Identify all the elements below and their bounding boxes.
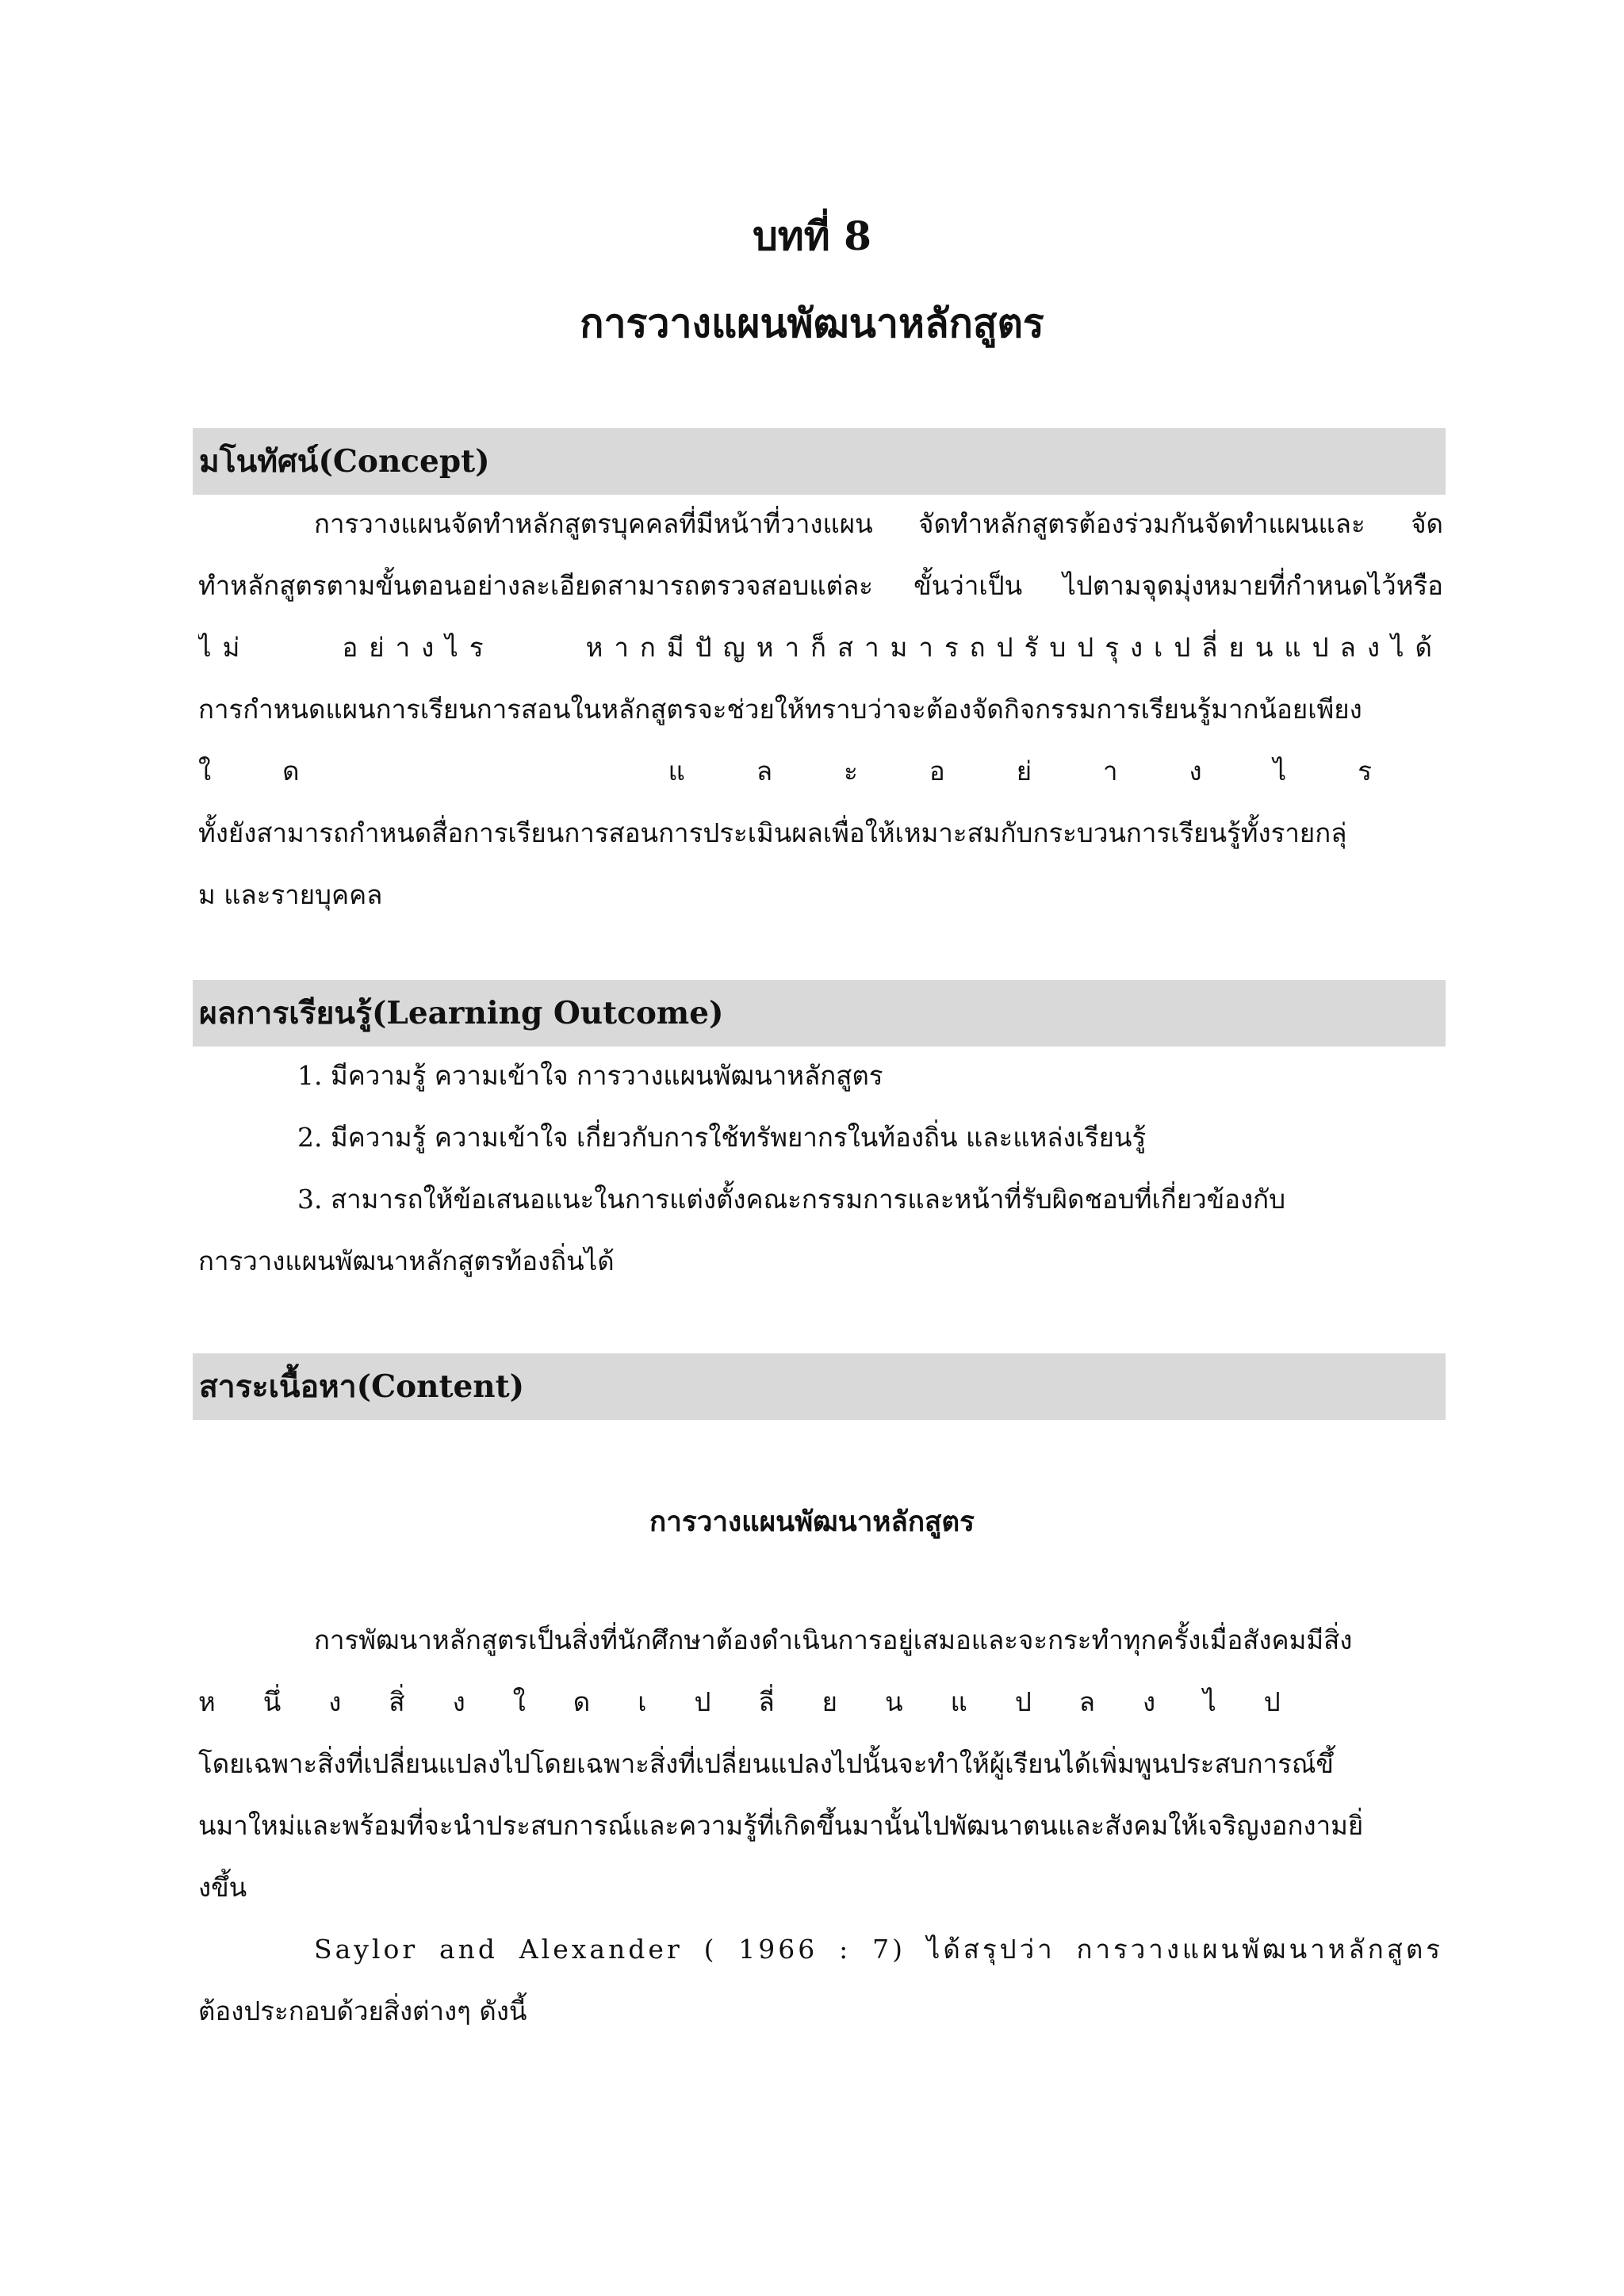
concept-line: ไม่ อย่างไร หากมีปัญหาก็สามารถปรับปรุงเปลี่ยนแปลงได้: [198, 632, 1443, 663]
content-line: นมาใหม่และพร้อมที่จะนำประสบการณ์และความรู้ที่เกิดขึ้นมานั้นไปพัฒนาตนและสังคมให้เจริญงอกงามยิ่: [198, 1810, 1364, 1841]
outcome-continuation: การวางแผนพัฒนาหลักสูตรท้องถิ่นได้: [198, 1246, 615, 1276]
chapter-number: บทที่ 8: [753, 212, 871, 259]
content-line: หนึ่งสิ่งใดเปลี่ยนแปลงไป: [198, 1686, 1328, 1717]
concept-paragraph: [198, 493, 1443, 926]
concept-line: ใด และอย่างไร: [198, 756, 1443, 786]
concept-line: การกำหนดแผนการเรียนการสอนในหลักสูตรจะช่วยให้ทราบว่าจะต้องจัดกิจกรรมการเรียนรู้มากน้อยเพียง: [198, 694, 1362, 725]
section-title-content: สาระเนื้อหา(Content): [199, 1368, 525, 1405]
content-line: ต้องประกอบด้วยสิ่งต่างๆ ดังนี้: [198, 1996, 527, 2026]
section-title-outcome: ผลการเรียนรู้(Learning Outcome): [199, 995, 724, 1031]
content-line: Saylor and Alexander ( 1966 : 7) ได้สรุปว่า การวางแผนพัฒนาหลักสูตร: [314, 1934, 1443, 1965]
section-title-concept: มโนทัศน์(Concept): [199, 443, 490, 480]
content-subheading: การวางแผนพัฒนาหลักสูตร: [649, 1506, 975, 1538]
concept-line: การวางแผนจัดทำหลักสูตรบุคคลที่มีหน้าที่วางแผน จัดทำหลักสูตรต้องร่วมกันจัดทำแผนและ จัด: [314, 508, 1443, 539]
content-line: งขึ้น: [198, 1872, 247, 1903]
outcome-item: 1. มีความรู้ ความเข้าใจ การวางแผนพัฒนาหลักสูตร: [297, 1060, 883, 1091]
content-line: โดยเฉพาะสิ่งที่เปลี่ยนแปลงไปโดยเฉพาะสิ่งที่เปลี่ยนแปลงไปนั้นจะทำให้ผู้เรียนได้เพิ่มพูนประสบการณ์ขึ้: [198, 1748, 1334, 1779]
section-header-concept: [193, 428, 1446, 495]
content-line: การพัฒนาหลักสูตรเป็นสิ่งที่นักศึกษาต้องดำเนินการอยู่เสมอและจะกระทำทุกครั้งเมื่อสังคมมีสิ่ง: [314, 1624, 1353, 1655]
outcome-item: 2. มีความรู้ ความเข้าใจ เกี่ยวกับการใช้ทรัพยากรในท้องถิ่น และแหล่งเรียนรู้: [297, 1122, 1147, 1153]
content-paragraph: [198, 1609, 1443, 2042]
concept-line: ม และรายบุคคล: [198, 879, 383, 910]
outcome-list: [198, 1045, 1443, 1292]
chapter-title: การวางแผนพัฒนาหลักสูตร: [580, 300, 1044, 346]
section-header-content: [193, 1353, 1446, 1420]
concept-line: ทั้งยังสามารถกำหนดสื่อการเรียนการสอนการประเมินผลเพื่อให้เหมาะสมกับกระบวนการเรียนรู้ทั้งรายกลุ่: [198, 817, 1347, 848]
outcome-item: 3. สามารถให้ข้อเสนอแนะในการแต่งตั้งคณะกรรมการและหน้าที่รับผิดชอบที่เกี่ยวข้องกับ: [297, 1184, 1286, 1215]
section-header-outcome: [193, 980, 1446, 1047]
concept-line: ทำหลักสูตรตามขั้นตอนอย่างละเอียดสามารถตรวจสอบแต่ละ ขั้นว่าเป็น ไปตามจุดมุ่งหมายที่กำหนดไว้หรือ: [198, 570, 1443, 601]
